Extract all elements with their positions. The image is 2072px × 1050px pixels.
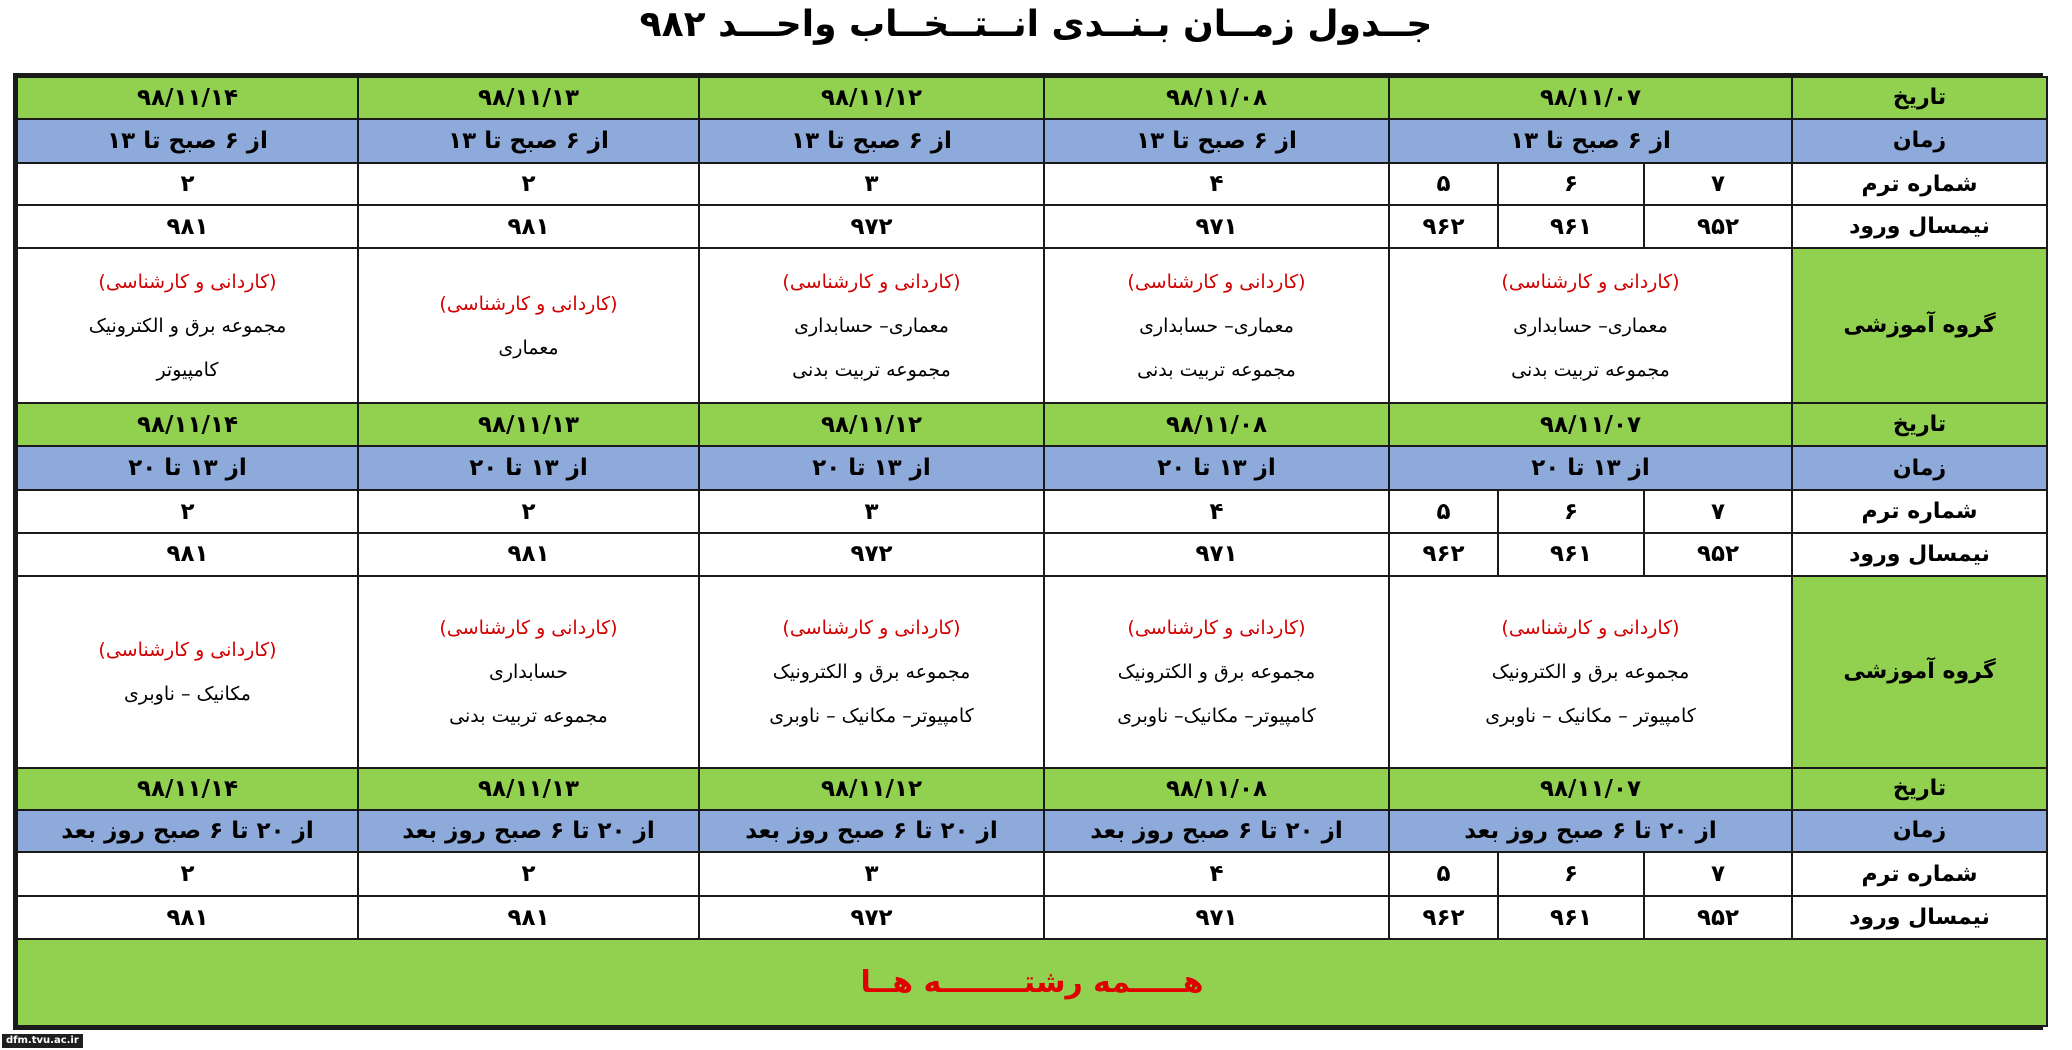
- row-label-term: شماره ترم: [1792, 163, 2047, 206]
- row-entry-3: [17, 896, 2047, 939]
- term-cell: ۲: [358, 163, 699, 206]
- group-degree: (کاردانی و کارشناسی): [98, 638, 277, 661]
- entry-cell: ۹۸۱: [17, 533, 358, 576]
- time-cell: از ۱۳ تا ۲۰: [17, 446, 358, 490]
- page-title: جــدول زمــان بـنــدی انــتــخــاب واحـــد ۹۸۲: [639, 4, 1433, 45]
- term-cell: ۴: [1044, 163, 1389, 206]
- group-cell: [358, 576, 699, 768]
- group-cell: [358, 248, 699, 403]
- entry-cell: ۹۸۱: [17, 205, 358, 248]
- date-cell: ۹۸/۱۱/۰۸: [1044, 77, 1389, 119]
- entry-cell: ۹۷۱: [1044, 896, 1389, 939]
- entry-cell: ۹۸۱: [358, 896, 699, 939]
- row-date-3: [17, 768, 2047, 810]
- time-cell: از ۶ صبح تا ۱۳: [1044, 119, 1389, 163]
- time-cell: از ۶ صبح تا ۱۳: [1389, 119, 1792, 163]
- date-cell: ۹۸/۱۱/۰۷: [1389, 77, 1792, 119]
- row-label-time: زمان: [1792, 810, 2047, 853]
- group-line: کامپیوتر: [156, 358, 219, 381]
- group-degree: (کاردانی و کارشناسی): [1501, 270, 1680, 293]
- group-line: مجموعه تربیت بدنی: [1511, 358, 1670, 381]
- date-cell: ۹۸/۱۱/۰۸: [1044, 768, 1389, 810]
- time-cell: از ۱۳ تا ۲۰: [1389, 446, 1792, 490]
- time-cell: از ۲۰ تا ۶ صبح روز بعد: [699, 810, 1044, 853]
- entry-cell: ۹۶۲: [1389, 205, 1498, 248]
- group-cell: [1044, 248, 1389, 403]
- entry-cell: ۹۶۱: [1498, 896, 1644, 939]
- entry-cell: ۹۶۱: [1498, 205, 1644, 248]
- group-cell: [699, 248, 1044, 403]
- time-cell: از ۶ صبح تا ۱۳: [699, 119, 1044, 163]
- group-line: مجموعه برق و الکترونیک: [88, 314, 287, 337]
- row-label-entry: نیمسال ورود: [1792, 205, 2047, 248]
- term-cell: ۵: [1389, 490, 1498, 533]
- group-line: مجموعه برق و الکترونیک: [772, 660, 971, 683]
- entry-cell: ۹۶۲: [1389, 896, 1498, 939]
- group-line: معماری– حسابداری: [1513, 314, 1668, 337]
- group-cell: [17, 576, 358, 768]
- term-cell: ۴: [1044, 852, 1389, 896]
- group-cell: [699, 576, 1044, 768]
- term-cell: ۲: [17, 163, 358, 206]
- time-cell: از ۶ صبح تا ۱۳: [358, 119, 699, 163]
- row-date-1: [17, 77, 2047, 119]
- group-line: معماری– حسابداری: [1139, 314, 1294, 337]
- site-logo: dfm.tvu.ac.ir: [2, 1034, 83, 1048]
- group-degree: (کاردانی و کارشناسی): [439, 616, 618, 639]
- entry-cell: ۹۷۲: [699, 896, 1044, 939]
- group-line: کامپیوتر– مکانیک – ناوبری: [769, 704, 974, 727]
- row-label-date: تاریخ: [1792, 403, 2047, 446]
- entry-cell: ۹۶۱: [1498, 533, 1644, 576]
- entry-cell: ۹۵۲: [1644, 896, 1792, 939]
- date-cell: ۹۸/۱۱/۱۳: [358, 403, 699, 446]
- entry-cell: ۹۶۲: [1389, 533, 1498, 576]
- group-line: کامپیوتر– مکانیک– ناوبری: [1117, 704, 1316, 727]
- all-fields-text: هـــــمه رشتــــــــه هــا: [860, 965, 1204, 1001]
- group-cell: [1389, 576, 1792, 768]
- group-line: مکانیک – ناوبری: [124, 682, 251, 705]
- group-line: کامپیوتر – مکانیک – ناوبری: [1485, 704, 1696, 727]
- term-cell: ۳: [699, 163, 1044, 206]
- row-entry-2: [17, 533, 2047, 576]
- group-degree: (کاردانی و کارشناسی): [1127, 270, 1306, 293]
- date-cell: ۹۸/۱۱/۰۸: [1044, 403, 1389, 446]
- date-cell: ۹۸/۱۱/۱۲: [699, 403, 1044, 446]
- row-time-3: [17, 810, 2047, 853]
- row-label-time: زمان: [1792, 119, 2047, 163]
- group-degree: (کاردانی و کارشناسی): [98, 270, 277, 293]
- term-cell: ۲: [17, 490, 358, 533]
- schedule-table-frame: [13, 73, 2043, 1030]
- time-cell: از ۲۰ تا ۶ صبح روز بعد: [358, 810, 699, 853]
- date-cell: ۹۸/۱۱/۱۲: [699, 768, 1044, 810]
- group-line: حسابداری: [488, 660, 569, 683]
- date-cell: ۹۸/۱۱/۱۲: [699, 77, 1044, 119]
- row-group-2: [17, 576, 2047, 768]
- group-degree: (کاردانی و کارشناسی): [1127, 616, 1306, 639]
- term-cell: ۷: [1644, 852, 1792, 896]
- row-date-2: [17, 403, 2047, 446]
- row-time-2: [17, 446, 2047, 490]
- time-cell: از ۶ صبح تا ۱۳: [17, 119, 358, 163]
- date-cell: ۹۸/۱۱/۱۳: [358, 768, 699, 810]
- term-cell: ۵: [1389, 852, 1498, 896]
- row-label-term: شماره ترم: [1792, 852, 2047, 896]
- entry-cell: ۹۵۲: [1644, 205, 1792, 248]
- term-cell: ۶: [1498, 490, 1644, 533]
- group-degree: (کاردانی و کارشناسی): [782, 616, 961, 639]
- row-term-3: [17, 852, 2047, 896]
- entry-cell: ۹۸۱: [17, 896, 358, 939]
- group-degree: (کاردانی و کارشناسی): [782, 270, 961, 293]
- entry-cell: ۹۷۲: [699, 533, 1044, 576]
- group-degree: (کاردانی و کارشناسی): [1501, 616, 1680, 639]
- date-cell: ۹۸/۱۱/۰۷: [1389, 768, 1792, 810]
- row-label-entry: نیمسال ورود: [1792, 896, 2047, 939]
- group-line: مجموعه تربیت بدنی: [792, 358, 951, 381]
- term-cell: ۵: [1389, 163, 1498, 206]
- entry-cell: ۹۷۱: [1044, 205, 1389, 248]
- term-cell: ۷: [1644, 163, 1792, 206]
- row-all-fields: [17, 939, 2047, 1026]
- time-cell: از ۲۰ تا ۶ صبح روز بعد: [1389, 810, 1792, 853]
- group-cell: [1044, 576, 1389, 768]
- row-time-1: [17, 119, 2047, 163]
- term-cell: ۲: [17, 852, 358, 896]
- time-cell: از ۲۰ تا ۶ صبح روز بعد: [1044, 810, 1389, 853]
- term-cell: ۳: [699, 852, 1044, 896]
- date-cell: ۹۸/۱۱/۱۴: [17, 768, 358, 810]
- row-label-group: گروه آموزشی: [1792, 576, 2047, 768]
- group-line: مجموعه برق و الکترونیک: [1491, 660, 1690, 683]
- group-line: معماری: [498, 336, 559, 359]
- row-label-term: شماره ترم: [1792, 490, 2047, 533]
- term-cell: ۳: [699, 490, 1044, 533]
- row-label-time: زمان: [1792, 446, 2047, 490]
- date-cell: ۹۸/۱۱/۱۴: [17, 77, 358, 119]
- row-label-date: تاریخ: [1792, 768, 2047, 810]
- row-term-1: [17, 163, 2047, 206]
- term-cell: ۶: [1498, 163, 1644, 206]
- group-line: مجموعه تربیت بدنی: [449, 704, 608, 727]
- date-cell: ۹۸/۱۱/۱۴: [17, 403, 358, 446]
- term-cell: ۲: [358, 852, 699, 896]
- group-line: مجموعه تربیت بدنی: [1137, 358, 1296, 381]
- term-cell: ۴: [1044, 490, 1389, 533]
- entry-cell: ۹۸۱: [358, 533, 699, 576]
- entry-cell: ۹۷۲: [699, 205, 1044, 248]
- row-label-date: تاریخ: [1792, 77, 2047, 119]
- time-cell: از ۱۳ تا ۲۰: [699, 446, 1044, 490]
- row-label-group: گروه آموزشی: [1792, 248, 2047, 403]
- group-line: مجموعه برق و الکترونیک: [1117, 660, 1316, 683]
- time-cell: از ۱۳ تا ۲۰: [358, 446, 699, 490]
- date-cell: ۹۸/۱۱/۱۳: [358, 77, 699, 119]
- entry-cell: ۹۷۱: [1044, 533, 1389, 576]
- group-cell: [1389, 248, 1792, 403]
- time-cell: از ۲۰ تا ۶ صبح روز بعد: [17, 810, 358, 853]
- group-cell: [17, 248, 358, 403]
- row-group-1: [17, 248, 2047, 403]
- entry-cell: ۹۸۱: [358, 205, 699, 248]
- all-fields-cell: [17, 939, 2047, 1026]
- term-cell: ۶: [1498, 852, 1644, 896]
- term-cell: ۲: [358, 490, 699, 533]
- time-cell: از ۱۳ تا ۲۰: [1044, 446, 1389, 490]
- row-label-entry: نیمسال ورود: [1792, 533, 2047, 576]
- term-cell: ۷: [1644, 490, 1792, 533]
- group-line: معماری– حسابداری: [794, 314, 949, 337]
- row-entry-1: [17, 205, 2047, 248]
- date-cell: ۹۸/۱۱/۰۷: [1389, 403, 1792, 446]
- schedule-table: [16, 76, 2048, 1027]
- entry-cell: ۹۵۲: [1644, 533, 1792, 576]
- row-term-2: [17, 490, 2047, 533]
- group-degree: (کاردانی و کارشناسی): [439, 292, 618, 315]
